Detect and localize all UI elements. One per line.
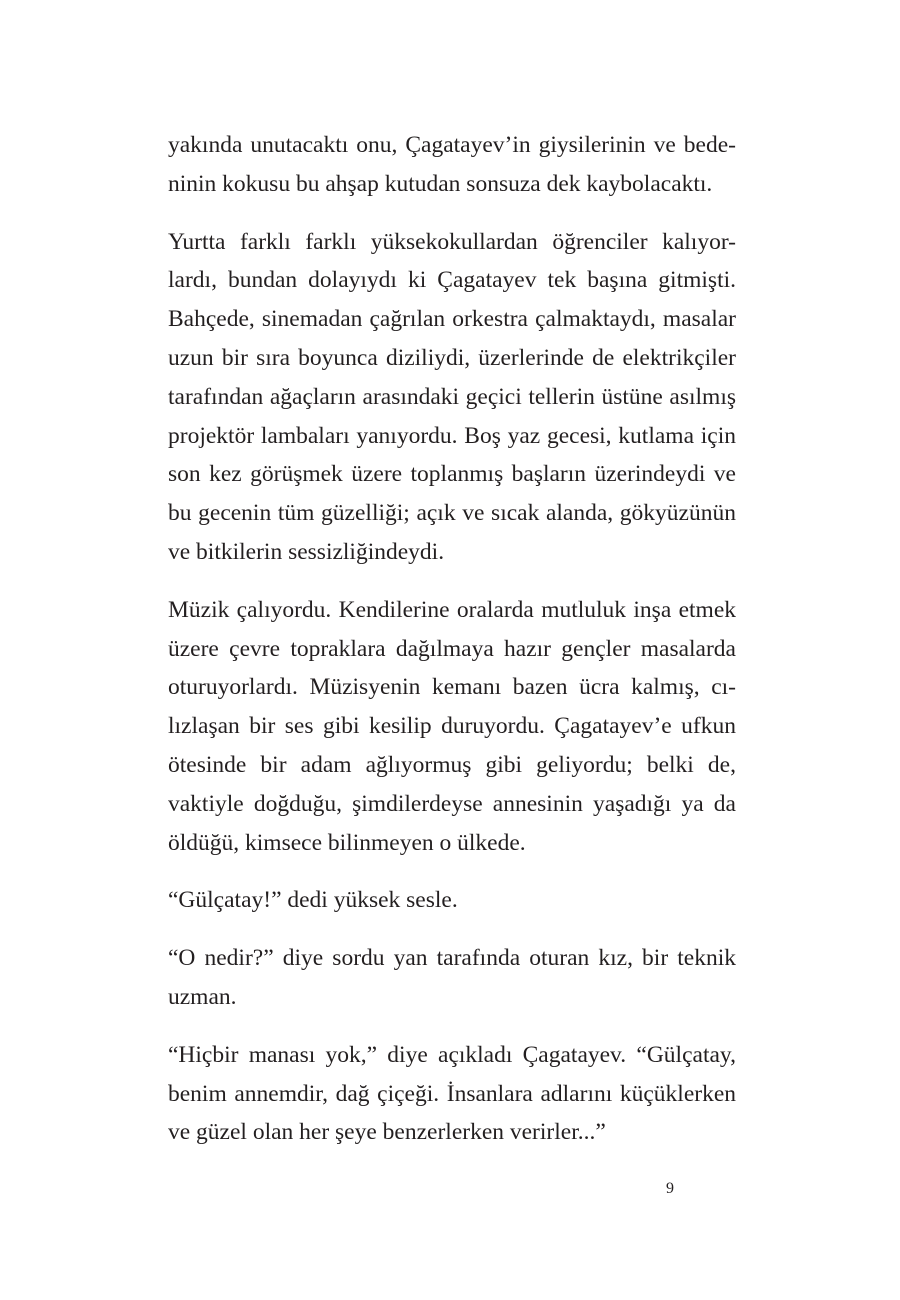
text-line: öldüğü, kimsece bilinmeyen o ülkede.: [168, 829, 526, 856]
text-line: “O nedir?” diye sordu yan tarafında oturan kız, bir teknik: [168, 945, 736, 972]
text-line: Müzik çalıyordu. Kendilerine oralarda mutluluk inşa etmek: [168, 596, 736, 623]
text-line: Yurtta farklı farklı yüksekokullardan öğrenciler kalıyor-: [168, 228, 736, 255]
text-line: benim annemdir, dağ çiçeği. İnsanlara adlarını küçüklerken: [168, 1080, 736, 1107]
paragraph: [168, 223, 736, 572]
body-text: [168, 126, 736, 1171]
text-line: lızlaşan bir ses gibi kesilip duruyordu. Çagatayev’e ufkun: [168, 713, 736, 740]
text-line: “Hiçbir manası yok,” diye açıkladı Çagatayev. “Gülçatay,: [168, 1041, 736, 1068]
text-line: uzman.: [168, 983, 237, 1010]
page-number: 9: [666, 1180, 674, 1197]
paragraph: [168, 126, 736, 204]
text-line: ninin kokusu bu ahşap kutudan sonsuza dek kaybolacaktı.: [168, 170, 713, 197]
text-line: ve güzel olan her şeye benzerlerken verirler...”: [168, 1119, 606, 1146]
paragraph: [168, 1036, 736, 1152]
text-line: tarafından ağaçların arasındaki geçici tellerin üstüne asılmış: [168, 383, 736, 410]
text-line: oturuyorlardı. Müzisyenin kemanı bazen ücra kalmış, cı-: [168, 674, 736, 701]
text-line: Bahçede, sinemadan çağrılan orkestra çalmaktaydı, masalar: [168, 306, 736, 333]
text-line: lardı, bundan dolayıydı ki Çagatayev tek başına gitmişti.: [168, 267, 736, 294]
paragraph: [168, 591, 736, 863]
text-line: vaktiyle doğduğu, şimdilerdeyse annesinin yaşadığı ya da: [168, 790, 736, 817]
text-line: projektör lambaları yanıyordu. Boş yaz gecesi, kutlama için: [168, 422, 736, 449]
paragraph: [168, 881, 736, 920]
text-line: üzere çevre topraklara dağılmaya hazır gençler masalarda: [168, 635, 736, 662]
text-line: ve bitkilerin sessizliğindeydi.: [168, 538, 445, 565]
text-line: son kez görüşmek üzere toplanmış başların üzerindeydi ve: [168, 461, 736, 488]
paragraph: [168, 939, 736, 1017]
text-line: “Gülçatay!” dedi yüksek sesle.: [168, 887, 458, 914]
text-line: yakında unutacaktı onu, Çagatayev’in giysilerinin ve bede-: [168, 132, 736, 158]
text-line: uzun bir sıra boyunca diziliydi, üzerlerinde de elektrikçiler: [168, 344, 736, 371]
text-line: bu gecenin tüm güzelliği; açık ve sıcak alanda, gökyüzünün: [168, 500, 736, 527]
text-line: ötesinde bir adam ağlıyormuş gibi geliyordu; belki de,: [168, 751, 736, 778]
